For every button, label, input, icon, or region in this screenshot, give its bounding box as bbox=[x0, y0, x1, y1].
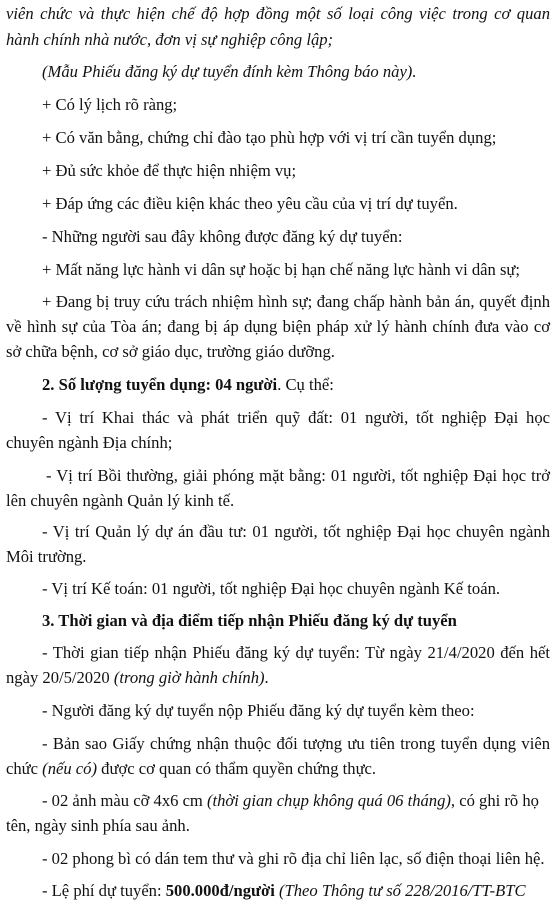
fee-label: - Lệ phí dự tuyển: bbox=[42, 881, 166, 900]
position-item-4: - Vị trí Kế toán: 01 người, tốt nghiệp Đại học chuyên ngành Kế toán. bbox=[42, 579, 501, 598]
position-item-2-line-2: lên chuyên ngành Quản lý kinh tế. bbox=[6, 491, 235, 510]
position-item-2-line-1: - Vị trí Bồi thường, giải phóng mặt bằng: 01 người, tốt nghiệp Đại học trở bbox=[46, 466, 550, 485]
section-heading-3: 3. Thời gian và địa điểm tiếp nhận Phiếu đăng ký dự tuyển bbox=[42, 611, 457, 630]
fee-amount: 500.000đ/người bbox=[165, 881, 275, 900]
exclusion-heading: - Những người sau đây không được đăng ký dự tuyển: bbox=[42, 227, 403, 246]
section-heading-2-suffix: . Cụ thể: bbox=[277, 375, 334, 394]
exclusion-item: + Mất năng lực hành vi dân sự hoặc bị hạn chế năng lực hành vi dân sự; bbox=[42, 260, 521, 279]
receipt-time-note: (trong giờ hành chính) bbox=[113, 668, 265, 687]
requirement-item: + Có văn bằng, chứng chỉ đào tạo phù hợp với vị trí cần tuyển dụng; bbox=[42, 128, 497, 147]
submission-item-2-line-1 bbox=[42, 790, 539, 812]
submission-heading: - Người đăng ký dự tuyển nộp Phiếu đăng ký dự tuyển kèm theo: bbox=[42, 701, 475, 720]
section-heading-2-title: 2. Số lượng tuyển dụng: 04 người bbox=[42, 375, 278, 394]
submission-item-2-photo: - 02 ảnh màu cỡ 4x6 cm bbox=[42, 791, 207, 810]
submission-item-1-line-1: - Bản sao Giấy chứng nhận thuộc đối tượng ưu tiên trong tuyển dụng viên bbox=[42, 734, 550, 753]
paragraph-intro-line-2: hành chính nhà nước, đơn vị sự nghiệp công lập; bbox=[6, 30, 334, 49]
exclusion-item-line-1: + Đang bị truy cứu trách nhiệm hình sự; đang chấp hành bản án, quyết định bbox=[42, 292, 550, 311]
exclusion-item-line-2: về hình sự của Tòa án; đang bị áp dụng biện pháp xử lý hành chính đưa vào cơ bbox=[6, 317, 550, 336]
submission-item-2-rest: , có ghi rõ họ bbox=[450, 791, 539, 810]
position-item-3-line-1: - Vị trí Quản lý dự án đầu tư: 01 người, tốt nghiệp Đại học chuyên ngành bbox=[42, 522, 550, 541]
submission-item-1-rest: được cơ quan có thẩm quyền chứng thực. bbox=[97, 759, 377, 778]
submission-item-1-note: (nếu có) bbox=[42, 759, 97, 778]
requirement-item: + Đủ sức khỏe để thực hiện nhiệm vụ; bbox=[42, 161, 297, 180]
receipt-time-line-2 bbox=[6, 667, 269, 689]
submission-item-1-word: chức bbox=[6, 759, 43, 778]
requirement-item: + Có lý lịch rõ ràng; bbox=[42, 95, 178, 114]
form-note: (Mẫu Phiếu đăng ký dự tuyển đính kèm Thông báo này). bbox=[42, 62, 417, 81]
receipt-time-date: ngày 20/5/2020 bbox=[6, 668, 114, 687]
receipt-time-period: . bbox=[264, 668, 269, 687]
exclusion-item-line-3: sở chữa bệnh, cơ sở giáo dục, trường giáo dưỡng. bbox=[6, 342, 335, 361]
submission-item-1-line-2 bbox=[6, 758, 376, 780]
position-item-1-line-2: chuyên ngành Địa chính; bbox=[6, 433, 173, 452]
position-item-1-line-1: - Vị trí Khai thác và phát triển quỹ đất: 01 người, tốt nghiệp Đại học bbox=[42, 408, 550, 427]
requirement-item: + Đáp ứng các điều kiện khác theo yêu cầu của vị trí dự tuyển. bbox=[42, 194, 458, 213]
receipt-time-line-1: - Thời gian tiếp nhận Phiếu đăng ký dự tuyển: Từ ngày 21/4/2020 đến hết bbox=[42, 643, 550, 662]
submission-item-2-note: (thời gian chụp không quá 06 tháng) bbox=[207, 791, 451, 810]
submission-item-2-line-2: tên, ngày sinh phía sau ảnh. bbox=[6, 816, 190, 835]
section-heading-2 bbox=[42, 374, 334, 396]
paragraph-intro-line-1: viên chức và thực hiện chế độ hợp đồng một số loại công việc trong cơ quan bbox=[6, 4, 550, 23]
submission-item-3: - 02 phong bì có dán tem thư và ghi rõ địa chỉ liên lạc, số điện thoại liên hệ. bbox=[42, 849, 545, 868]
fee-reference: (Theo Thông tư số 228/2016/TT-BTC bbox=[274, 881, 526, 900]
position-item-3-line-2: Môi trường. bbox=[6, 547, 87, 566]
fee-line-1 bbox=[42, 880, 526, 902]
